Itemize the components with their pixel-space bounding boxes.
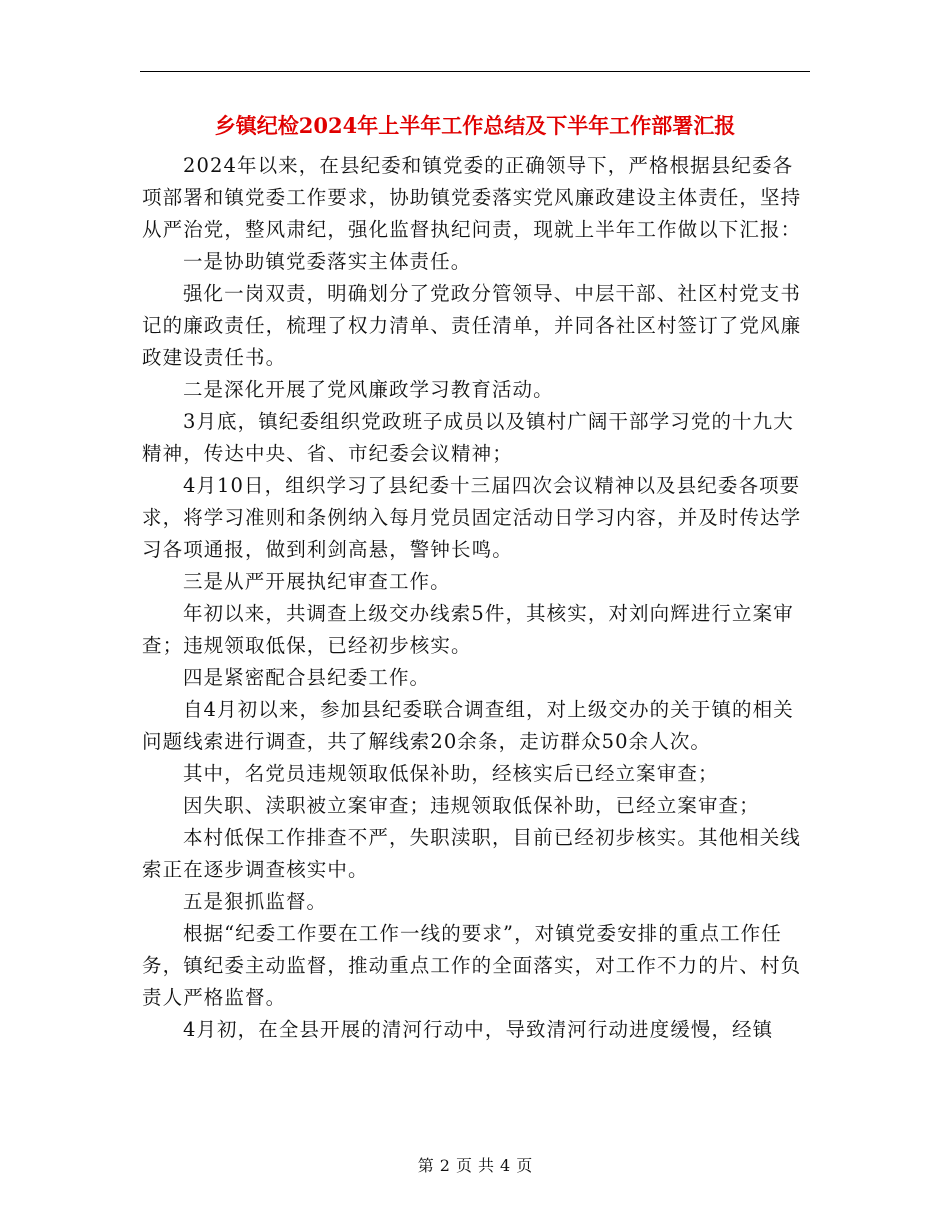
paragraph-5: 3月底，镇纪委组织党政班子成员以及镇村广阔干部学习党的十九大精神，传达中央、省、市纪委会议精神； [142, 410, 794, 465]
paragraph-16: 4月初，在全县开展的清河行动中，导致清河行动进度缓慢，经镇 [182, 1018, 774, 1041]
footer-suffix: 页 [516, 1156, 533, 1175]
paragraph-12: 因失职、渎职被立案审查；违规领取低保补助，已经立案审查； [182, 794, 760, 817]
paragraph-10: 自4月初以来，参加县纪委联合调查组，对上级交办的关于镇的相关问题线索进行调查，共了解线索20余条，走访群众50余人次。 [142, 698, 794, 753]
document-body [142, 150, 812, 1046]
footer-current-page: 2 [439, 1156, 450, 1175]
paragraph-8: 年初以来，共调查上级交办线索5件，其核实，对刘向辉进行立案审查；违规领取低保，已经初步核实。 [142, 602, 794, 657]
paragraph-3: 强化一岗双责，明确划分了党政分管领导、中层干部、社区村党支书记的廉政责任，梳理了权力清单、责任清单，并同各社区村签订了党风廉政建设责任书。 [142, 282, 802, 369]
paragraph-9: 四是紧密配合县纪委工作。 [182, 666, 431, 689]
paragraph-11: 其中，名党员违规领取低保补助，经核实后已经立案审查； [182, 762, 719, 785]
paragraph-6: 4月10日，组织学习了县纪委十三届四次会议精神以及县纪委各项要求，将学习准则和条例纳入每月党员固定活动日学习内容，并及时传达学习各项通报，做到利剑高悬，警钟长鸣。 [142, 474, 802, 561]
footer-total-pages: 4 [500, 1156, 511, 1175]
paragraph-15: 根据“纪委工作要在工作一线的要求”，对镇党委安排的重点工作任务，镇纪委主动监督，推动重点工作的全面落实，对工作不力的片、村负责人严格监督。 [142, 922, 802, 1009]
paragraph-13: 本村低保工作排查不严，失职渎职，目前已经初步核实。其他相关线索正在逐步调查核实中。 [142, 826, 801, 881]
footer-page-word: 页 [455, 1156, 472, 1175]
paragraph-2: 一是协助镇党委落实主体责任。 [182, 250, 472, 273]
paragraph-4: 二是深化开展了党风廉政学习教育活动。 [182, 378, 554, 401]
footer-prefix: 第 [417, 1156, 434, 1175]
page-footer [0, 1153, 950, 1176]
document-title: 乡镇纪检2024年上半年工作总结及下半年工作部署汇报 [214, 113, 736, 138]
header-rule [140, 71, 810, 72]
footer-total-prefix: 共 [478, 1156, 495, 1175]
paragraph-14: 五是狠抓监督。 [182, 890, 328, 913]
paragraph-1: 2024年以来，在县纪委和镇党委的正确领导下，严格根据县纪委各项部署和镇党委工作要求，协助镇党委落实党风廉政建设主体责任，坚持从严治党，整风肃纪，强化监督执纪问责，现就上半年工作做以下汇报： [142, 154, 802, 241]
paragraph-7: 三是从严开展执纪审查工作。 [182, 570, 451, 593]
